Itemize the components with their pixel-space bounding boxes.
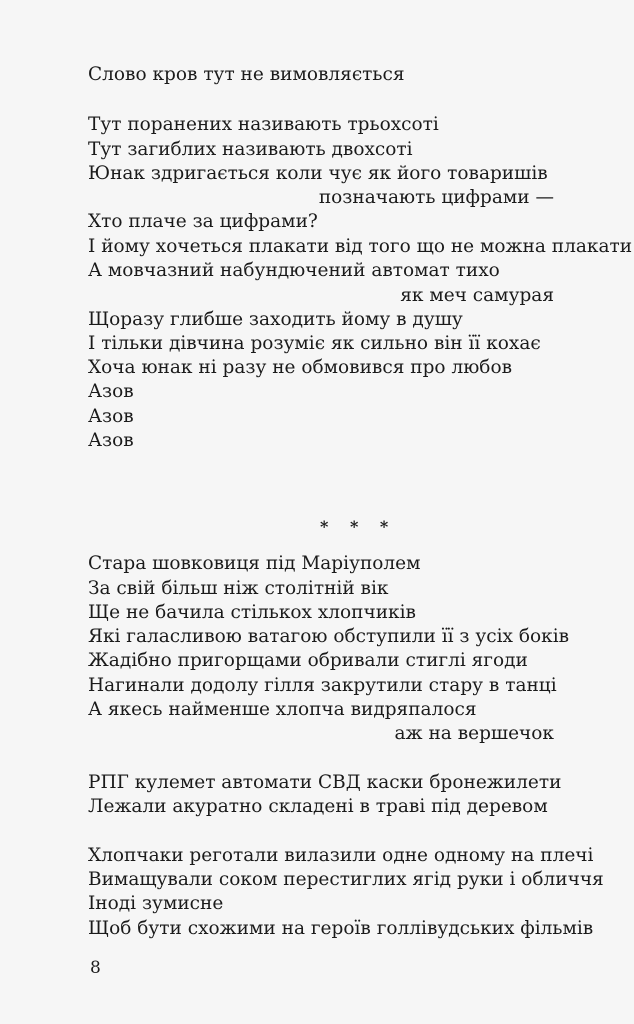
poem-line: Хто плаче за цифрами? (88, 211, 318, 232)
poem-line: Тут загиблих називають двохсоті (88, 139, 413, 160)
poem-line-indented: позначають цифрами — (318, 187, 554, 208)
poem-line: Слово кров тут не вимовляється (88, 64, 405, 85)
poem-line: І йому хочеться плакати від того що не можна плакати (88, 236, 633, 257)
poem-line: Щоб бути схожими на героїв голлівудських фільмів (88, 918, 594, 939)
poem-line: За свій більш ніж столітній вік (88, 578, 389, 599)
poem-line: Юнак здригається коли чує як його товаришів (88, 163, 548, 184)
poem-line: Щоразу глибше заходить йому в душу (88, 309, 463, 330)
poem-line: Жадібно пригорщами обривали стиглі ягоди (88, 650, 528, 671)
poem-line: Які галасливою ватагою обступили її з усіх боків (88, 626, 570, 647)
poem-line: Азов (88, 430, 134, 451)
poem-line: А якесь найменше хлопча видряпалося (88, 699, 477, 720)
poem-line-indented: аж на вершечок (394, 723, 554, 744)
page-number: 8 (90, 958, 101, 978)
poem-line: Азов (88, 406, 134, 427)
poem-line: Вимащували соком перестиглих ягід руки і обличчя (88, 869, 604, 890)
poem-line: Хоча юнак ні разу не обмовився про любов (88, 357, 512, 378)
poem-line: РПГ кулемет автомати СВД каски бронежилети (88, 772, 562, 793)
poem-line: Лежали акуратно складені в траві під деревом (88, 796, 548, 817)
poem-line: Іноді зумисне (88, 893, 224, 914)
poem-line: Тут поранених називають трьохсоті (88, 114, 439, 135)
poem-line: Ще не бачила стількох хлопчиків (88, 602, 416, 623)
section-separator: * * * (320, 517, 397, 536)
poem-line: Нагинали додолу гілля закрутили стару в танці (88, 675, 557, 696)
poem-line: Азов (88, 381, 134, 402)
poem-line: Хлопчаки реготали вилазили одне одному на плечі (88, 845, 594, 866)
poem-line: Стара шовковиця під Маріуполем (88, 553, 421, 574)
poem-line-indented: як меч самурая (400, 285, 554, 306)
poem-line: А мовчазний набундючений автомат тихо (88, 260, 500, 281)
poem-line: І тільки дівчина розуміє як сильно він її кохає (88, 333, 541, 354)
